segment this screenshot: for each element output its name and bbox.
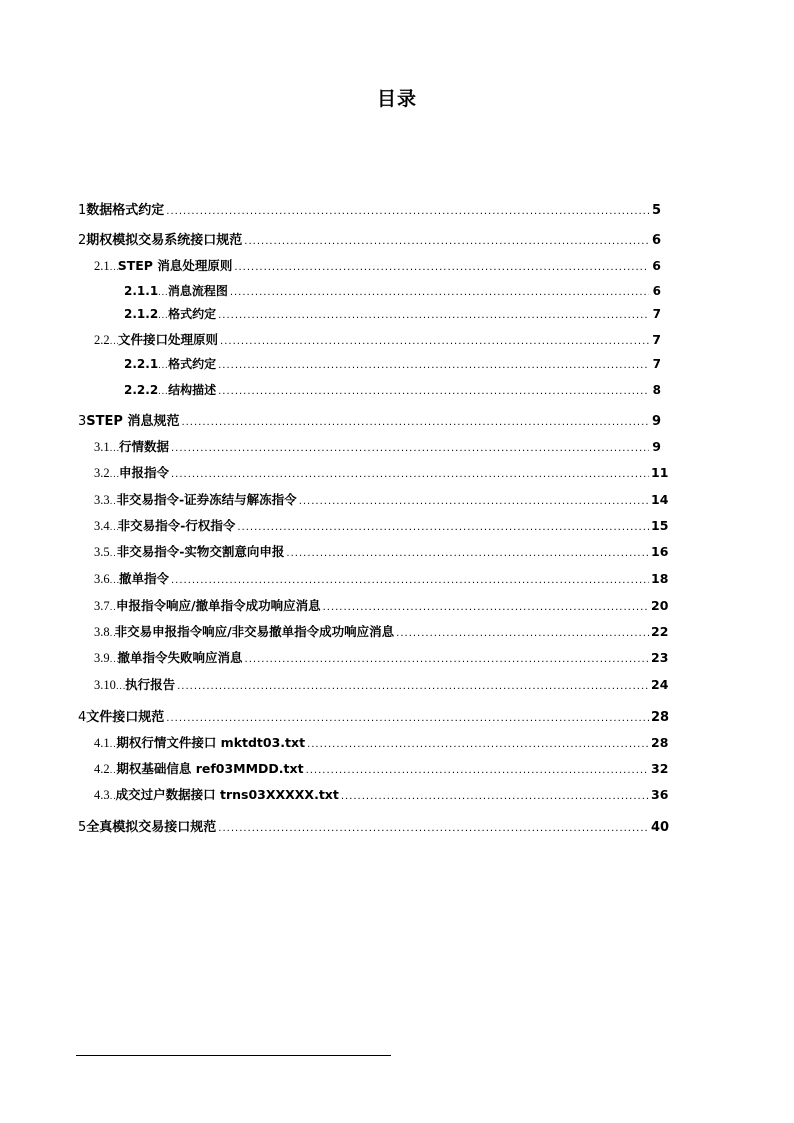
toc-dot-leader — [218, 310, 649, 321]
toc-entry-row — [94, 542, 669, 560]
toc-number-leader — [158, 361, 168, 371]
toc-entry-row — [94, 437, 661, 455]
toc-entry-row — [94, 733, 669, 751]
toc-entry-title: STEP 消息规范 — [86, 414, 180, 429]
toc-entry-number: 3.7 — [94, 599, 110, 613]
toc-entry-number: 3.1 — [94, 440, 110, 454]
toc-entry-row — [94, 675, 669, 693]
toc-entry[interactable] — [0, 516, 794, 536]
toc-entry[interactable] — [0, 229, 794, 249]
toc-entry-page-number: 6 — [651, 233, 661, 248]
toc-entry-page-number: 6 — [652, 258, 661, 273]
toc-number-leader — [158, 387, 168, 397]
toc-entry[interactable] — [0, 648, 794, 668]
toc-entry[interactable] — [0, 816, 794, 836]
toc-dot-leader — [286, 548, 649, 559]
toc-entry-title: 成交过户数据接口 trns03XXXXX.txt — [115, 787, 339, 802]
toc-entry-title: 撤单指令 — [118, 571, 169, 586]
toc-dot-leader — [234, 262, 649, 273]
toc-entry-page-number: 6 — [652, 284, 661, 298]
toc-number-leader — [110, 497, 117, 507]
toc-dot-leader — [396, 628, 649, 639]
toc-entry[interactable] — [0, 199, 794, 219]
toc-entry-row — [94, 648, 669, 666]
toc-dot-leader — [245, 654, 649, 665]
toc-entry-page-number: 23 — [651, 650, 669, 665]
toc-entry-title: 撤单指令失败响应消息 — [117, 650, 243, 665]
toc-entry-number: 5 — [78, 820, 87, 835]
toc-entry-number: 4.2 — [94, 762, 110, 776]
toc-entry-number: 2.1 — [94, 259, 110, 273]
toc-entry-row — [94, 490, 669, 508]
toc-dot-leader — [218, 360, 649, 371]
toc-dot-leader — [218, 823, 649, 834]
toc-entry[interactable] — [0, 490, 794, 510]
toc-number-leader — [110, 655, 118, 665]
toc-entry-title: 期权基础信息 ref03MMDD.txt — [116, 761, 304, 776]
toc-entry[interactable] — [0, 330, 794, 350]
toc-entry-row — [124, 381, 661, 398]
toc-entry-number: 2.2 — [94, 333, 110, 347]
toc-entry[interactable] — [0, 305, 794, 325]
toc-entry-number: 2.1.2 — [124, 307, 159, 321]
toc-entry-title: 消息流程图 — [167, 284, 228, 298]
toc-entry-number: 4 — [78, 710, 87, 725]
toc-dot-leader — [299, 496, 649, 507]
toc-entry-number: 4.3 — [94, 788, 110, 802]
toc-entry[interactable] — [0, 706, 794, 726]
toc-entry-row — [94, 330, 661, 348]
toc-entry-row — [94, 516, 669, 534]
toc-entry-number: 3 — [78, 414, 87, 429]
toc-dot-leader — [218, 386, 649, 397]
toc-entry-title: 文件接口处理原则 — [118, 332, 219, 347]
toc-number-leader — [110, 740, 117, 750]
toc-entry-page-number: 36 — [651, 787, 669, 802]
toc-entry-number: 3.9 — [94, 651, 110, 665]
toc-entry-title: 数据格式约定 — [86, 203, 165, 218]
toc-number-leader — [158, 288, 168, 298]
toc-entry[interactable] — [0, 355, 794, 375]
toc-entry-row — [124, 282, 661, 299]
toc-entry-title: 期权模拟交易系统接口规范 — [86, 233, 243, 248]
toc-dot-leader — [171, 443, 649, 454]
toc-entry-row — [94, 785, 669, 803]
toc-entry[interactable] — [0, 675, 794, 695]
toc-dot-leader — [341, 791, 649, 802]
toc-entry-page-number: 7 — [652, 307, 661, 321]
toc-entry-page-number: 5 — [651, 203, 661, 218]
toc-entry-page-number: 7 — [652, 357, 661, 371]
toc-entry-page-number: 24 — [651, 677, 669, 692]
toc-dot-leader — [166, 713, 649, 724]
toc-entry-number: 3.10 — [94, 678, 116, 692]
toc-number-leader — [110, 337, 118, 347]
toc-entry-title: 非交易申报指令响应/非交易撤单指令成功响应消息 — [114, 624, 395, 639]
toc-entry-number: 3.2 — [94, 466, 110, 480]
toc-entry[interactable] — [0, 437, 794, 457]
toc-entry-title: 非交易指令-证券冻结与解冻指令 — [116, 492, 297, 507]
toc-dot-leader — [237, 522, 649, 533]
toc-entry-title: 全真模拟交易接口规范 — [86, 820, 217, 835]
toc-entry-number: 3.3 — [94, 493, 110, 507]
toc-entry-page-number: 40 — [651, 820, 670, 835]
toc-dot-leader — [220, 336, 649, 347]
toc-entry-row — [78, 706, 670, 725]
toc-entry[interactable] — [0, 542, 794, 562]
toc-entry-page-number: 9 — [651, 414, 661, 429]
toc-entry-title: 执行报告 — [125, 677, 176, 692]
toc-entry-title: 申报指令响应/撤单指令成功响应消息 — [116, 598, 321, 613]
toc-entry-page-number: 28 — [651, 710, 670, 725]
toc-dot-leader — [307, 739, 649, 750]
footnote-separator — [76, 1055, 391, 1056]
toc-entry-row — [78, 199, 661, 218]
toc-entry[interactable] — [0, 410, 794, 430]
toc-entry-page-number: 22 — [651, 624, 669, 639]
toc-entry[interactable] — [0, 256, 794, 276]
toc-entry-number: 2.2.2 — [124, 383, 159, 397]
toc-entry[interactable] — [0, 381, 794, 401]
toc-entry-page-number: 32 — [651, 761, 669, 776]
toc-entry-row — [78, 229, 661, 248]
toc-entry-number: 2.2.1 — [124, 357, 159, 371]
toc-entry-number: 1 — [78, 203, 87, 218]
toc-entry-row — [94, 622, 669, 640]
toc-number-leader — [110, 576, 119, 586]
toc-entry-title: 非交易指令-实物交割意向申报 — [116, 544, 285, 559]
toc-entry[interactable] — [0, 282, 794, 302]
toc-entry-number: 4.1 — [94, 736, 110, 750]
toc-entry-title: 非交易指令-行权指令 — [117, 518, 236, 533]
toc-entry[interactable] — [0, 596, 794, 616]
toc-entry-page-number: 28 — [651, 735, 669, 750]
toc-entry-row — [94, 463, 669, 481]
toc-entry-row — [124, 305, 661, 322]
toc-dot-leader — [244, 236, 649, 247]
toc-dot-leader — [230, 287, 649, 298]
toc-entry-title: 期权行情文件接口 mktdt03.txt — [116, 735, 306, 750]
toc-entry[interactable] — [0, 569, 794, 589]
toc-entry-row — [94, 759, 669, 777]
toc-entry-title: 格式约定 — [168, 357, 217, 371]
toc-entry[interactable] — [0, 759, 794, 779]
toc-entry[interactable] — [0, 622, 794, 642]
toc-number-leader — [110, 470, 119, 480]
toc-number-leader — [110, 444, 119, 454]
toc-entry-row — [78, 410, 661, 429]
toc-entry-number: 3.8 — [94, 625, 110, 639]
toc-entry-title: 文件接口规范 — [86, 710, 165, 725]
toc-dot-leader — [181, 417, 649, 428]
toc-number-leader — [110, 263, 118, 273]
toc-entry-number: 3.5 — [94, 545, 110, 559]
toc-number-leader — [110, 766, 117, 776]
toc-entry-page-number: 15 — [651, 518, 669, 533]
toc-entry-page-number: 11 — [651, 465, 669, 480]
toc-entry-number: 3.6 — [94, 572, 110, 586]
toc-number-leader — [158, 311, 168, 321]
toc-entry-title: 行情数据 — [118, 439, 169, 454]
toc-entry-number: 2 — [78, 233, 87, 248]
toc-dot-leader — [177, 681, 649, 692]
toc-entry[interactable] — [0, 463, 794, 483]
toc-dot-leader — [166, 206, 649, 217]
toc-entry-title: 格式约定 — [168, 307, 217, 321]
page-title: 目录 — [376, 88, 417, 110]
toc-dot-leader — [306, 765, 649, 776]
toc-entry-page-number: 9 — [652, 439, 661, 454]
toc-entry-title: 申报指令 — [118, 465, 169, 480]
toc-entry[interactable] — [0, 785, 794, 805]
toc-entry-page-number: 16 — [651, 544, 669, 559]
toc-number-leader — [116, 682, 125, 692]
toc-entry-title: 结构描述 — [168, 383, 217, 397]
toc-entry-number: 2.1.1 — [124, 284, 159, 298]
toc-entry-row — [94, 596, 669, 614]
toc-entry-row — [78, 816, 670, 835]
toc-entry-row — [94, 256, 661, 274]
toc-dot-leader — [323, 602, 649, 613]
toc-entry-number: 3.4 — [94, 519, 110, 533]
toc-entry-page-number: 8 — [652, 383, 661, 397]
toc-number-leader — [110, 523, 118, 533]
toc-entry-row — [124, 355, 661, 372]
toc-entry-page-number: 14 — [651, 492, 669, 507]
toc-entry[interactable] — [0, 733, 794, 753]
toc-entry-page-number: 7 — [652, 332, 661, 347]
toc-entry-page-number: 18 — [651, 571, 669, 586]
toc-dot-leader — [171, 575, 649, 586]
toc-entry-page-number: 20 — [651, 598, 669, 613]
toc-entry-row — [94, 569, 669, 587]
toc-number-leader — [110, 549, 117, 559]
toc-dot-leader — [171, 469, 649, 480]
toc-entry-title: STEP 消息处理原则 — [117, 258, 233, 273]
